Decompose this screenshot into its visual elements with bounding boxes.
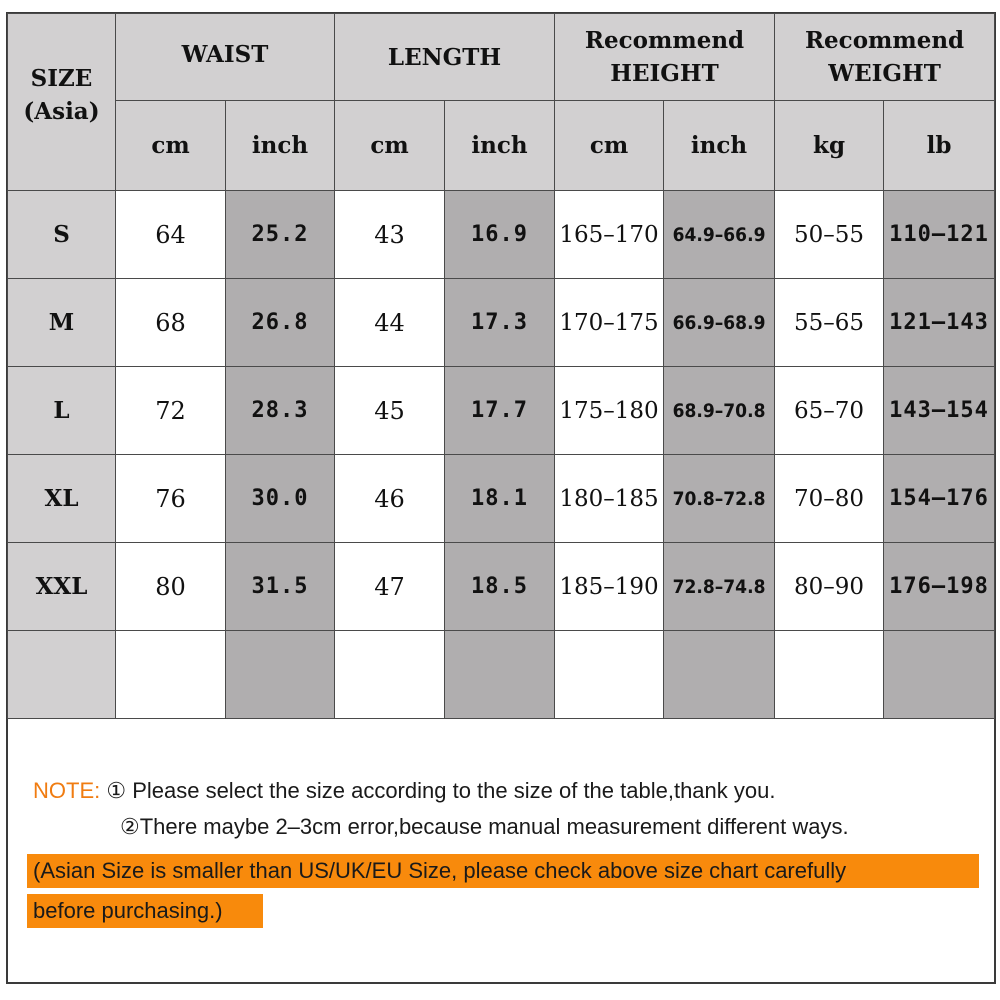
unit-height-inch: inch — [664, 101, 775, 191]
weight-header-line2: WEIGHT — [828, 60, 941, 87]
weight-kg-cell: 70–80 — [775, 455, 884, 543]
unit-weight-kg: kg — [775, 101, 884, 191]
row-size-label: M — [8, 279, 116, 367]
table-row — [8, 455, 995, 543]
height-cm-cell: 165–170 — [555, 191, 664, 279]
height-inch-cell — [664, 631, 775, 719]
unit-waist-inch: inch — [226, 101, 335, 191]
waist-inch-cell: 26.8 — [226, 279, 335, 367]
row-size-label: XXL — [8, 543, 116, 631]
size-chart-table — [7, 13, 995, 719]
size-label: SIZE — [30, 65, 93, 92]
waist-inch-cell: 30.0 — [226, 455, 335, 543]
weight-kg-cell — [775, 631, 884, 719]
waist-header-label: WAIST — [181, 40, 269, 68]
weight-lb-cell: 176–198 — [884, 543, 995, 631]
length-cm-cell — [335, 631, 445, 719]
weight-lb-cell: 110–121 — [884, 191, 995, 279]
waist-inch-cell: 25.2 — [226, 191, 335, 279]
note-label: NOTE: — [33, 778, 101, 803]
unit-height-cm: cm — [555, 101, 664, 191]
weight-kg-cell: 50–55 — [775, 191, 884, 279]
table-row — [8, 191, 995, 279]
height-inch-cell: 70.8–72.8 — [664, 455, 775, 543]
weight-header — [775, 14, 995, 101]
size-region: (Asia) — [23, 98, 100, 125]
weight-lb-cell — [884, 631, 995, 719]
length-inch-cell: 17.7 — [445, 367, 555, 455]
length-header-label: LENGTH — [387, 43, 502, 71]
table-row — [8, 279, 995, 367]
notes-section — [7, 722, 994, 982]
height-inch-cell: 66.9–68.9 — [664, 279, 775, 367]
waist-inch-cell: 31.5 — [226, 543, 335, 631]
length-inch-cell: 17.3 — [445, 279, 555, 367]
unit-weight-lb: lb — [884, 101, 995, 191]
height-inch-cell: 72.8–74.8 — [664, 543, 775, 631]
height-header-line1: Recommend — [584, 27, 745, 54]
waist-cm-cell: 64 — [116, 191, 226, 279]
unit-length-cm: cm — [335, 101, 445, 191]
weight-kg-cell: 65–70 — [775, 367, 884, 455]
weight-kg-cell: 55–65 — [775, 279, 884, 367]
waist-cm-cell: 80 — [116, 543, 226, 631]
height-cm-cell: 180–185 — [555, 455, 664, 543]
height-inch-cell: 64.9–66.9 — [664, 191, 775, 279]
length-cm-cell: 44 — [335, 279, 445, 367]
waist-cm-cell — [116, 631, 226, 719]
size-header — [8, 14, 116, 191]
weight-header-line1: Recommend — [804, 27, 965, 54]
weight-lb-cell: 143–154 — [884, 367, 995, 455]
length-inch-cell: 18.5 — [445, 543, 555, 631]
length-cm-cell: 43 — [335, 191, 445, 279]
unit-length-inch: inch — [445, 101, 555, 191]
waist-cm-cell: 76 — [116, 455, 226, 543]
waist-cm-cell: 68 — [116, 279, 226, 367]
waist-header — [116, 14, 335, 101]
row-size-label — [8, 631, 116, 719]
length-header — [335, 14, 555, 101]
row-size-label: XL — [8, 455, 116, 543]
table-row-empty — [8, 631, 995, 719]
height-cm-cell: 175–180 — [555, 367, 664, 455]
weight-kg-cell: 80–90 — [775, 543, 884, 631]
warning-highlight-1: (Asian Size is smaller than US/UK/EU Size, please check above size chart carefully — [27, 854, 979, 888]
waist-cm-cell: 72 — [116, 367, 226, 455]
row-size-label: S — [8, 191, 116, 279]
length-inch-cell — [445, 631, 555, 719]
height-header — [555, 14, 775, 101]
height-cm-cell: 170–175 — [555, 279, 664, 367]
length-cm-cell: 47 — [335, 543, 445, 631]
height-cm-cell — [555, 631, 664, 719]
note-text-2: ②There maybe 2–3cm error,because manual measurement different ways. — [120, 814, 849, 839]
height-inch-cell: 68.9–70.8 — [664, 367, 775, 455]
length-cm-cell: 46 — [335, 455, 445, 543]
weight-lb-cell: 121–143 — [884, 279, 995, 367]
note-line-2 — [120, 814, 849, 840]
note-text-1: ① Please select the size according to the size of the table,thank you. — [106, 778, 776, 803]
length-cm-cell: 45 — [335, 367, 445, 455]
warning-highlight-2: before purchasing.) — [27, 894, 263, 928]
note-line-1 — [33, 778, 775, 804]
height-header-line2: HEIGHT — [610, 60, 719, 87]
height-cm-cell: 185–190 — [555, 543, 664, 631]
length-inch-cell: 18.1 — [445, 455, 555, 543]
table-row — [8, 543, 995, 631]
length-inch-cell: 16.9 — [445, 191, 555, 279]
unit-waist-cm: cm — [116, 101, 226, 191]
weight-lb-cell: 154–176 — [884, 455, 995, 543]
waist-inch-cell: 28.3 — [226, 367, 335, 455]
row-size-label: L — [8, 367, 116, 455]
waist-inch-cell — [226, 631, 335, 719]
table-row — [8, 367, 995, 455]
